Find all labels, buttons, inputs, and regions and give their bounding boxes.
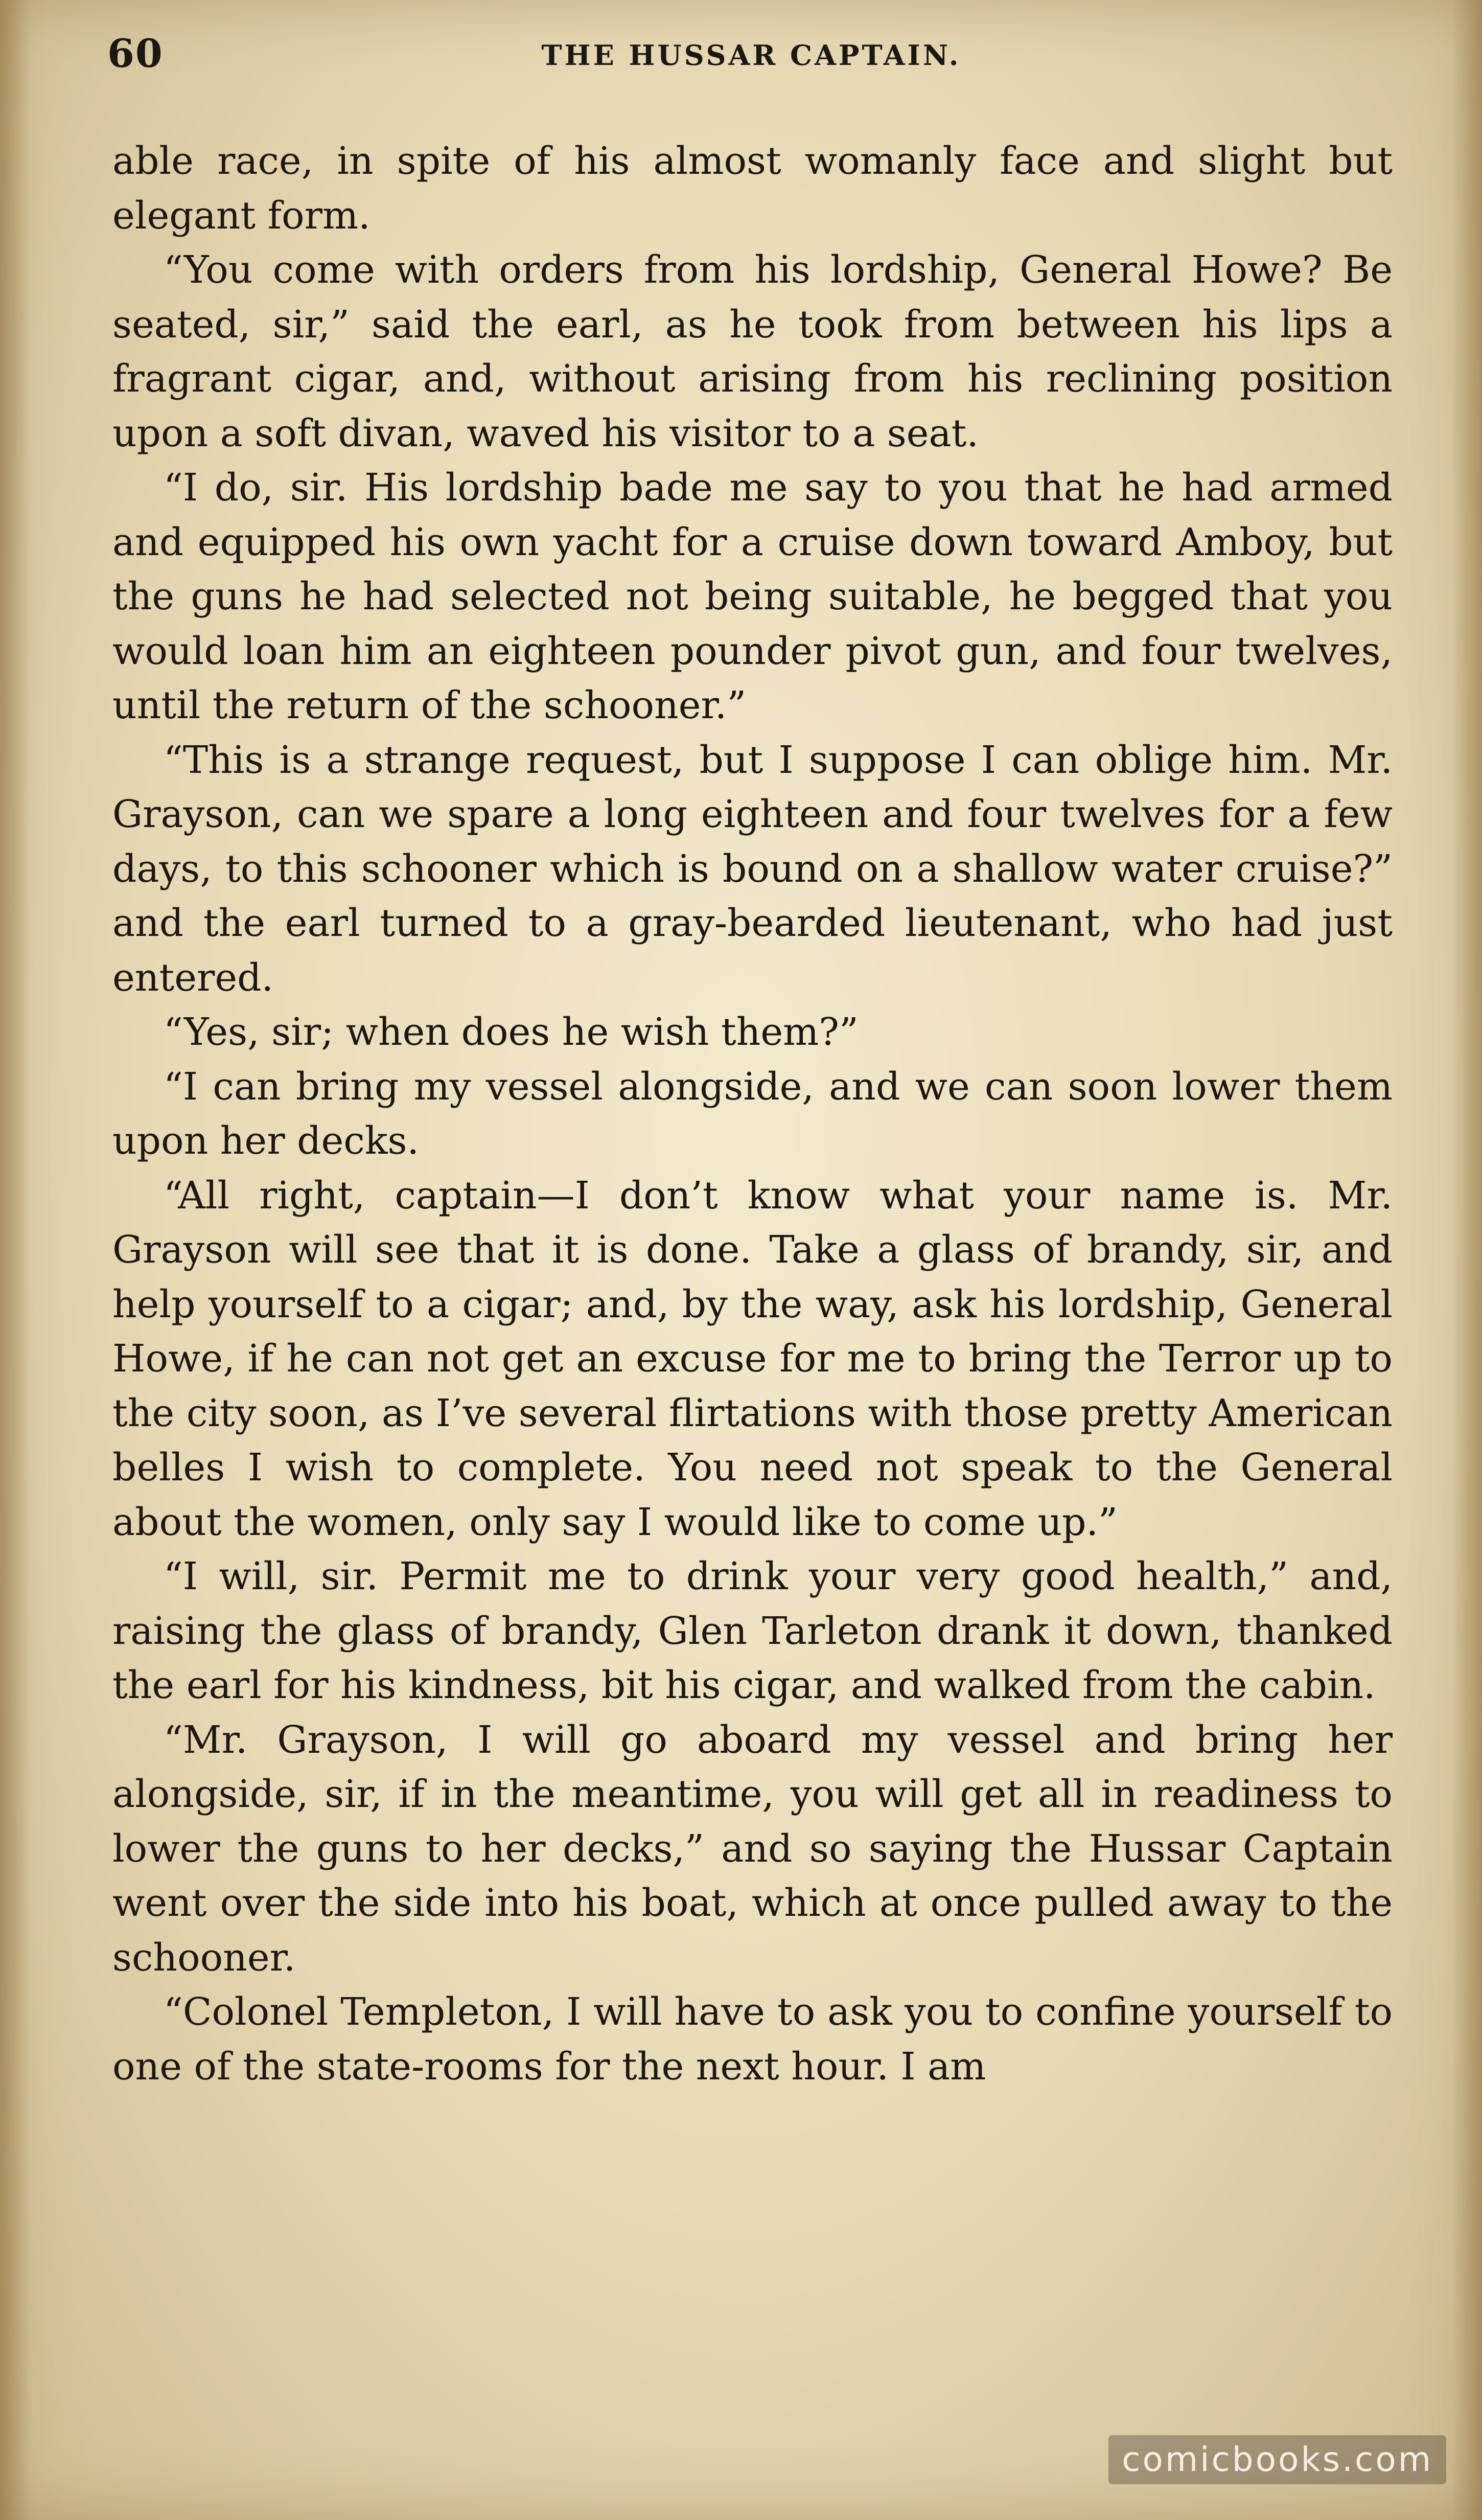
paragraph: “This is a strange request, but I suppose I can oblige him. Mr. Grayson, can we spare a long eighteen and four twelves for a few days, to this schooner which is bound on a shallow water cruise?” and the earl turned to a gray-bearded lieutenant, who had just entered. <box>112 738 1393 1000</box>
paragraph: “Colonel Templeton, I will have to ask you to confine yourself to one of the state-rooms for the next hour. I am <box>112 1990 1393 2089</box>
paragraph: able race, in spite of his almost womanly face and slight but elegant form. <box>112 139 1393 238</box>
paragraph: “Yes, sir; when does he wish them?” <box>164 1010 859 1054</box>
watermark: comicbooks.com <box>1108 2435 1446 2484</box>
paragraph: “Mr. Grayson, I will go aboard my vessel and bring her alongside, sir, if in the meantime, you will get all in readiness to lower the guns to her decks,” and so saying the Hussar Captain went over the side into his boat, which at once pulled away to the schooner. <box>112 1717 1393 1980</box>
body-text <box>112 134 1393 2094</box>
page-edge-shadow-left <box>0 0 31 2520</box>
running-title: THE HUSSAR CAPTAIN. <box>541 39 961 72</box>
page-header <box>107 31 1395 97</box>
page-number: 60 <box>107 31 164 76</box>
paragraph: “All right, captain—I don’t know what your name is. Mr. Grayson will see that it is done. Take a glass of brandy, sir, and help yourself to a cigar; and, by the way, ask his lordship, General Howe, if he can not get an excuse for me to bring the Terror up to the city soon, as I’ve several flirtations with those pretty American belles I wish to complete. You need not speak to the General about the women, only say I would like to come up.” <box>112 1173 1393 1544</box>
paragraph: “I do, sir. His lordship bade me say to you that he had armed and equipped his own yacht for a cruise down toward Amboy, but the guns he had selected not being suitable, he begged that you would loan him an eighteen pounder pivot gun, and four twelves, until the return of the schooner.” <box>112 466 1393 727</box>
paragraph: “I will, sir. Permit me to drink your very good health,” and, raising the glass of brandy, Glen Tarleton drank it down, thanked the earl for his kindness, bit his cigar, and walked from the cabin. <box>112 1554 1393 1707</box>
paragraph: “I can bring my vessel alongside, and we can soon lower them upon her decks. <box>112 1064 1393 1163</box>
page-edge-shadow-right <box>1451 0 1482 2520</box>
paragraph: “You come with orders from his lordship, General Howe? Be seated, sir,” said the earl, as he took from between his lips a fragrant cigar, and, without arising from his reclining position upon a soft divan, waved his visitor to a seat. <box>112 248 1393 455</box>
